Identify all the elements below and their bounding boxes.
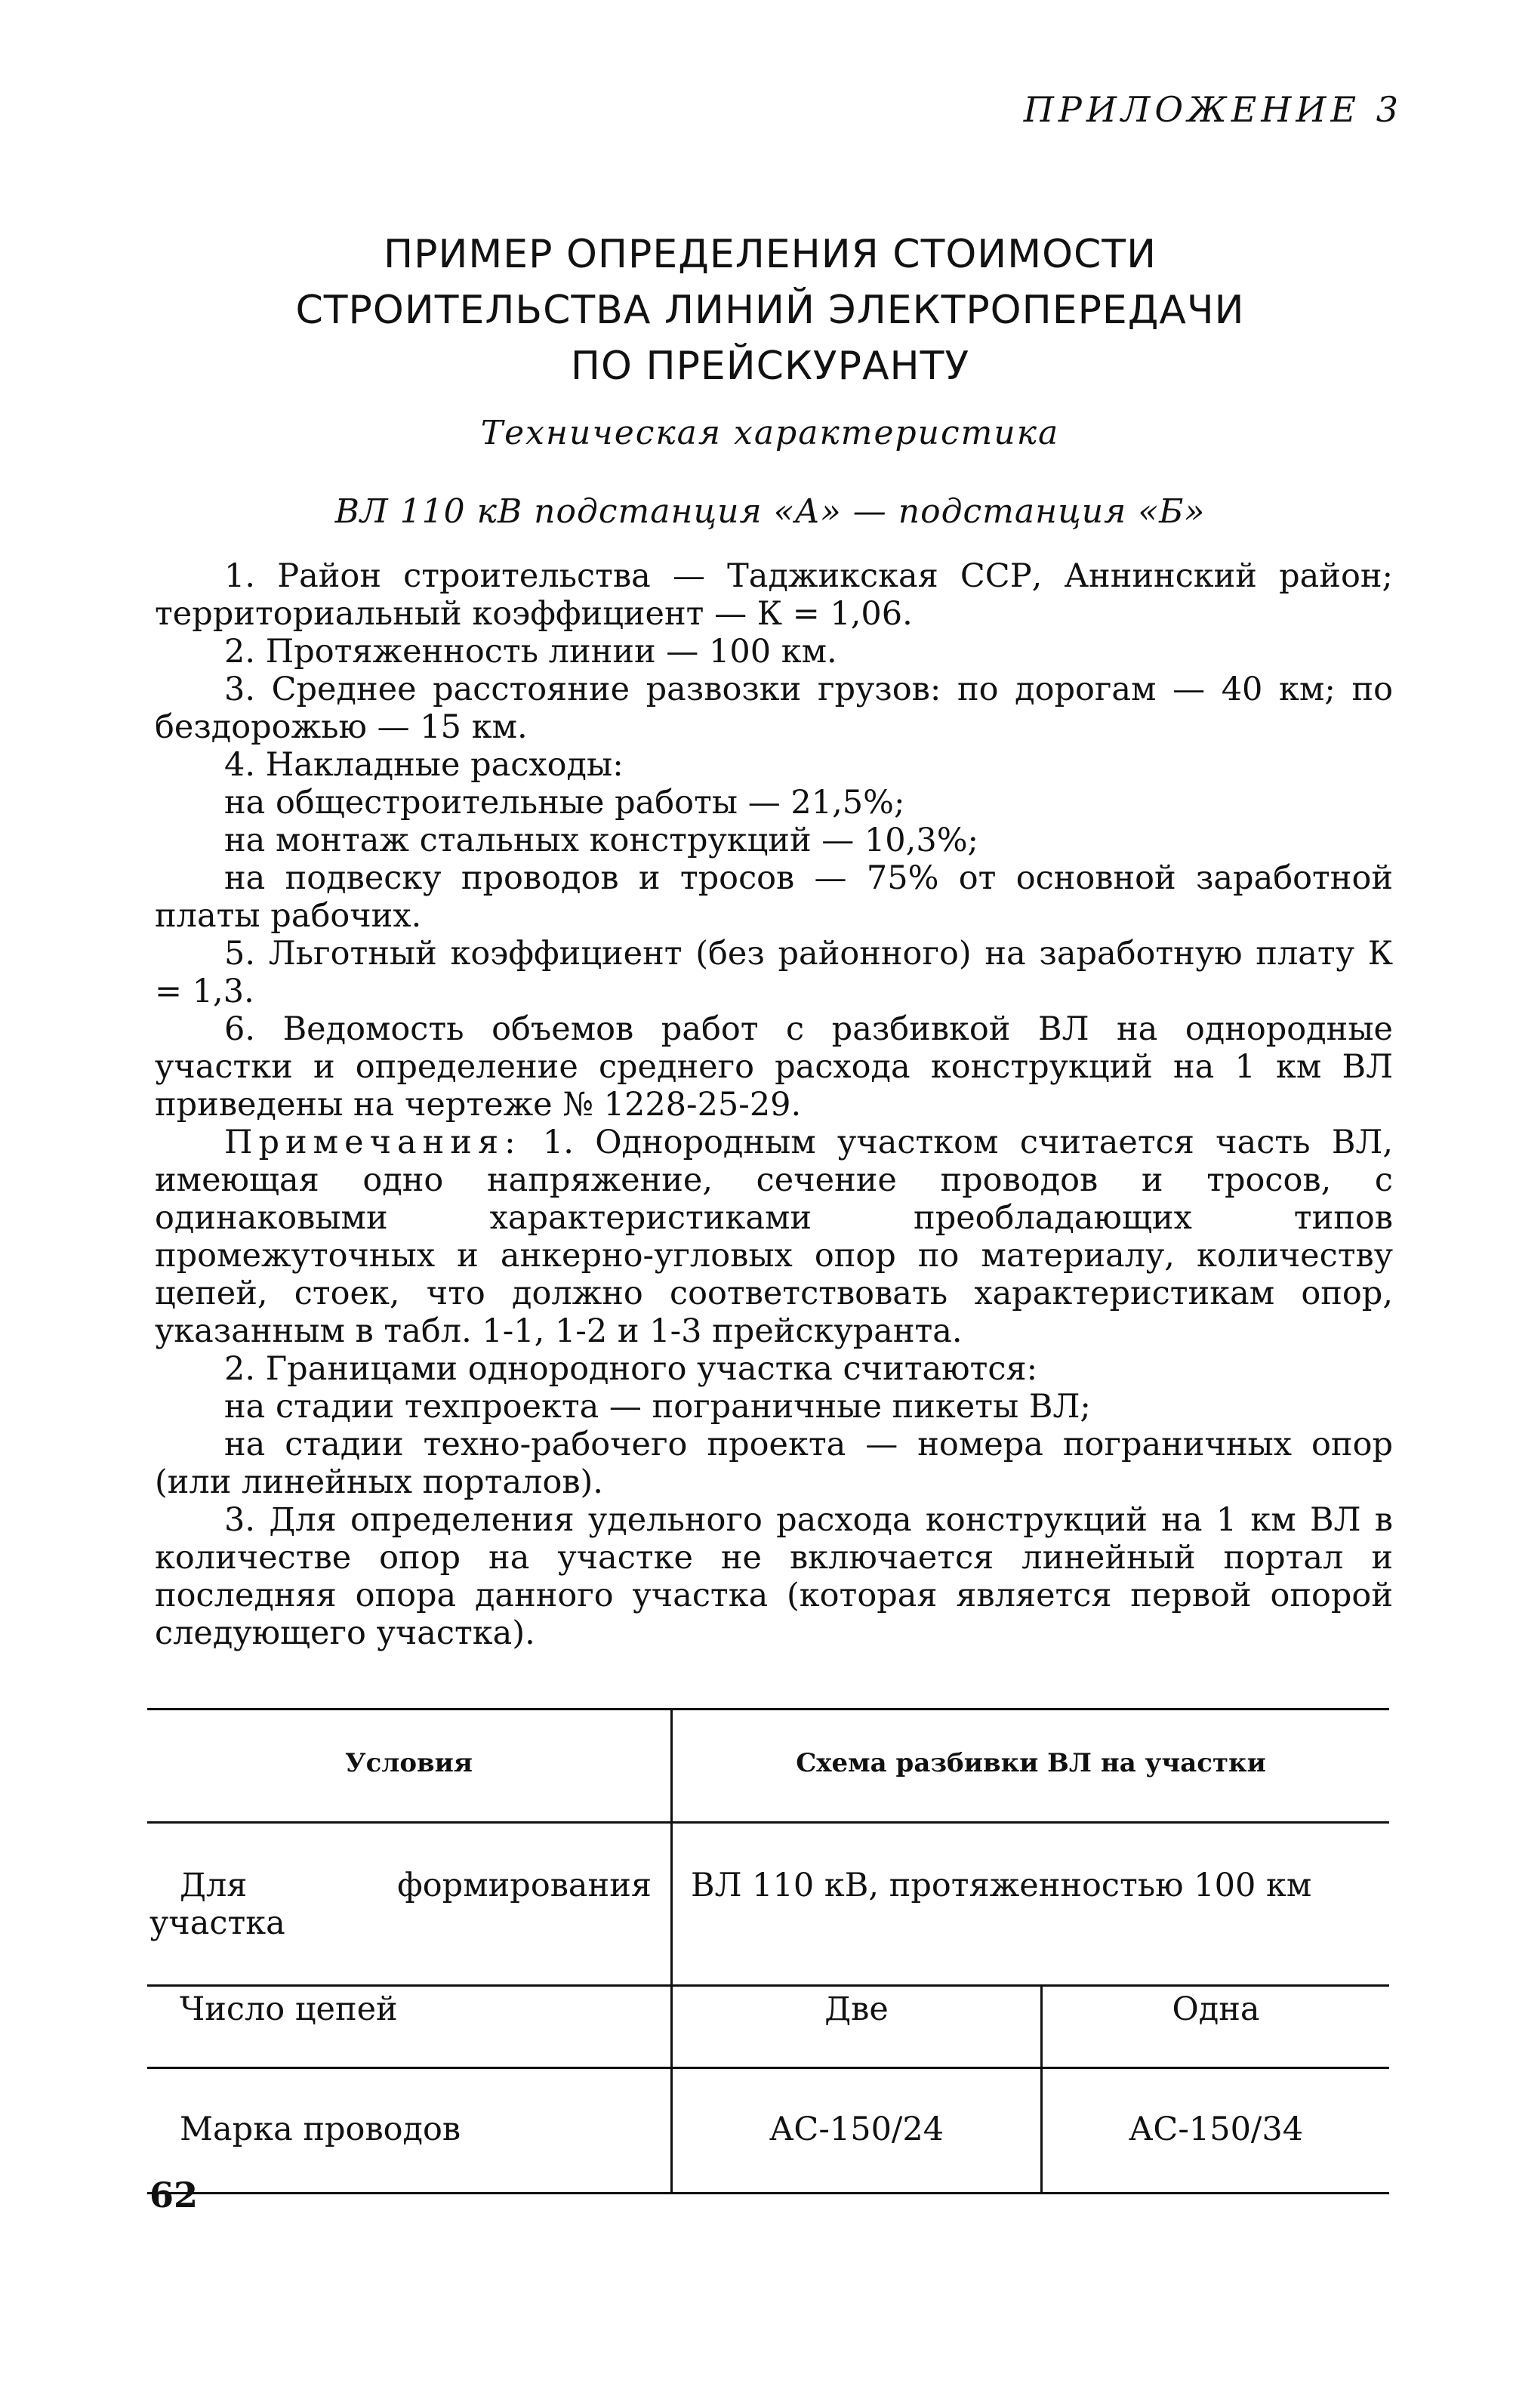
- row3-value-a: АС-150/24: [769, 2110, 944, 2148]
- note-1-text: 1. Однородным участком считается часть ВЛ, имеющая одно напряжение, сечение проводов и тросов, с одинаковыми характеристиками преобладающих типов промежуточных и анкерно-угловых опор по материалу, количеству цепей, стоек, что должно соответствовать характеристикам опор, указанным в табл. 1-1, 1-2 и 1-3 прейскуранта.: [155, 1124, 1393, 1350]
- note-3: 3. Для определения удельного расхода конструкций на 1 км ВЛ в количестве опор на участке не включается линейный портал и последняя опора данного участка (которая является первой опорой следующего участка).: [155, 1501, 1393, 1652]
- page-title: [151, 227, 1389, 394]
- item-5: 5. Льготный коэффициент (без районного) на заработную плату К = 1,3.: [155, 935, 1393, 1010]
- note-2a: на стадии техпроекта — пограничные пикеты ВЛ;: [224, 1388, 1091, 1426]
- item-4-wires: на подвеску проводов и тросов — 75% от основной заработной платы рабочих.: [155, 859, 1393, 935]
- table-top-rule: [147, 1708, 1389, 1710]
- item-4-general: на общестроительные работы — 21,5%;: [224, 784, 905, 822]
- title-line-3: ПО ПРЕЙСКУРАНТУ: [570, 344, 970, 389]
- table-header-rule: [147, 1821, 1389, 1824]
- row3-label: Марка проводов: [180, 2110, 461, 2148]
- note-1: [155, 1124, 1393, 1350]
- row2-value-b: Одна: [1172, 1990, 1260, 2028]
- body-text: [155, 557, 1393, 1652]
- item-4: 4. Накладные расходы:: [224, 746, 624, 784]
- item-4-steel: на монтаж стальных конструкций — 10,3%;: [224, 822, 979, 859]
- note-2b: на стадии техно-рабочего проекта — номера пограничных опор (или линейных порталов).: [155, 1426, 1393, 1501]
- table-bottom-rule: [147, 2192, 1389, 2194]
- table-row2-rule: [147, 2067, 1389, 2069]
- table-row1-rule: [147, 1984, 1389, 1987]
- item-2: 2. Протяженность линии — 100 км.: [224, 633, 837, 671]
- row3-value-b: АС-150/34: [1128, 2110, 1304, 2148]
- item-6: 6. Ведомость объемов работ с разбивкой ВЛ на однородные участки и определение среднего расхода конструкций на 1 км ВЛ приведены на чертеже № 1228-25-29.: [155, 1010, 1393, 1124]
- page-number: 62: [149, 2175, 199, 2215]
- item-1: 1. Район строительства — Таджикская ССР, Аннинский район; территориальный коэффициент — К = 1,06.: [155, 557, 1393, 633]
- line-route: ВЛ 110 кВ подстанция «А» — подстанция «Б»: [334, 492, 1206, 531]
- table-header-conditions: Условия: [345, 1748, 473, 1778]
- title-line-1: ПРИМЕР ОПРЕДЕЛЕНИЯ СТОИМОСТИ: [384, 232, 1157, 277]
- item-3: 3. Среднее расстояние развозки грузов: по дорогам — 40 км; по бездорожью — 15 км.: [155, 671, 1393, 746]
- row1-label: Для формирования участка: [149, 1867, 652, 1942]
- appendix-label: ПРИЛОЖЕНИЕ 3: [1023, 89, 1403, 130]
- row2-value-a: Две: [824, 1990, 889, 2028]
- row1-value: ВЛ 110 кВ, протяженностью 100 км: [691, 1867, 1312, 1904]
- row2-label: Число цепей: [180, 1990, 398, 2028]
- notes-label: Примечания:: [224, 1124, 522, 1161]
- section-subtitle: Техническая характеристика: [480, 414, 1060, 452]
- table-header-scheme: Схема разбивки ВЛ на участки: [796, 1748, 1266, 1778]
- title-line-2: СТРОИТЕЛЬСТВА ЛИНИЙ ЭЛЕКТРОПЕРЕДАЧИ: [295, 288, 1245, 333]
- note-2: 2. Границами однородного участка считаются:: [224, 1350, 1038, 1388]
